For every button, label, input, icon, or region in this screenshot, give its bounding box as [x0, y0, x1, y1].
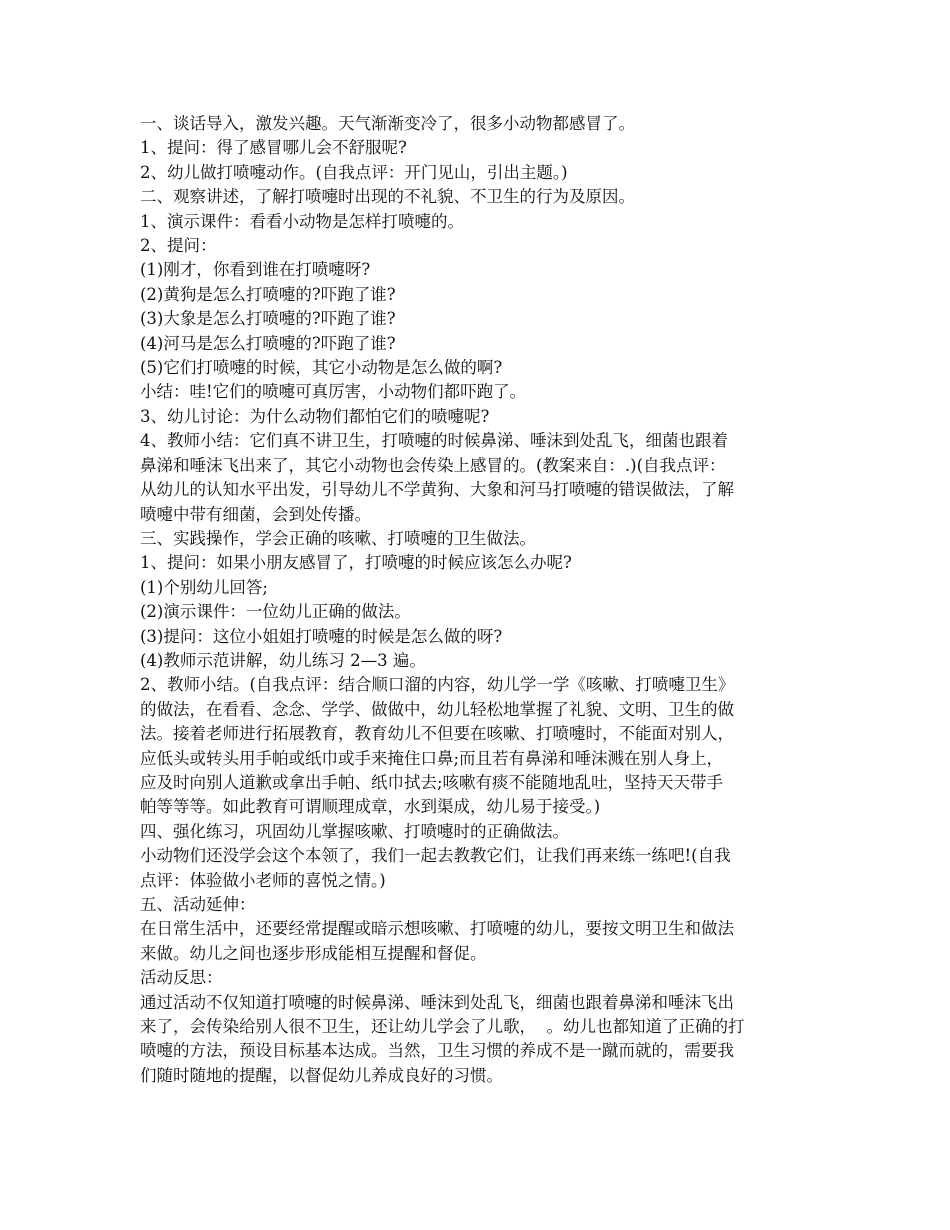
- text-line: 从幼儿的认知水平出发，引导幼儿不学黄狗、大象和河马打喷嚏的错误做法，了解: [140, 480, 734, 500]
- text-line: 活动反思：: [140, 968, 223, 988]
- text-line: 喷嚏的方法，预设目标基本达成。当然，卫生习惯的养成不是一蹴而就的，需要我: [140, 1041, 734, 1061]
- text-line: 三、实践操作，学会正确的咳嗽、打喷嚏的卫生做法。: [140, 528, 536, 548]
- text-line: 鼻涕和唾沫飞出来了，其它小动物也会传染上感冒的。(教案来自：.)(自我点评：: [140, 455, 726, 475]
- text-line: 2、幼儿做打喷嚏动作。(自我点评：开门见山，引出主题。): [140, 162, 568, 182]
- text-line: 五、活动延伸：: [140, 895, 256, 914]
- text-line: (4)河马是怎么打喷嚏的?吓跑了谁?: [140, 333, 396, 353]
- text-line: 二、观察讲述，了解打喷嚏时出现的不礼貌、不卫生的行为及原因。: [140, 187, 635, 207]
- text-line: 通过活动不仅知道打喷嚏的时候鼻涕、唾沫到处乱飞，细菌也跟着鼻涕和唾沫飞出: [140, 992, 734, 1012]
- text-line: 来做。幼儿之间也逐步形成能相互提醒和督促。: [140, 943, 487, 963]
- text-line: 们随时随地的提醒，以督促幼儿养成良好的习惯。: [140, 1065, 503, 1085]
- text-line: 一、谈话导入，激发兴趣。天气渐渐变冷了，很多小动物都感冒了。: [140, 114, 635, 133]
- text-line: 1、提问：如果小朋友感冒了，打喷嚏的时候应该怎么办呢?: [140, 553, 572, 573]
- text-line: (2)黄狗是怎么打喷嚏的?吓跑了谁?: [140, 284, 396, 304]
- text-line: 点评：体验做小老师的喜悦之情。): [140, 870, 386, 890]
- text-line: (2)演示课件：一位幼儿正确的做法。: [140, 602, 411, 622]
- text-line: 的做法，在看看、念念、学学、做做中，幼儿轻松地掌握了礼貌、文明、卫生的做: [140, 699, 734, 719]
- text-line: (1)个别幼儿回答;: [140, 577, 268, 597]
- text-line: 喷嚏中带有细菌，会到处传播。: [140, 504, 371, 524]
- text-line: 法。接着老师进行拓展教育，教育幼儿不但要在咳嗽、打喷嚏时，不能面对别人，: [140, 724, 734, 744]
- text-line: (3)提问：这位小姐姐打喷嚏的时候是怎么做的呀?: [140, 626, 503, 646]
- text-line: 1、演示课件：看看小动物是怎样打喷嚏的。: [140, 211, 464, 231]
- text-line: 1、提问：得了感冒哪儿会不舒服呢?: [140, 138, 407, 158]
- text-line: (3)大象是怎么打喷嚏的?吓跑了谁?: [140, 309, 396, 329]
- text-line: 在日常生活中，还要经常提醒或暗示想咳嗽、打喷嚏的幼儿，要按文明卫生和做法: [140, 919, 734, 939]
- text-line: 应及时向别人道歉或拿出手帕、纸巾拭去;咳嗽有痰不能随地乱吐，坚持天天带手: [140, 772, 724, 792]
- text-line: (1)刚才，你看到谁在打喷嚏呀?: [140, 260, 371, 280]
- text-line: 3、幼儿讨论：为什么动物们都怕它们的喷嚏呢?: [140, 406, 490, 426]
- text-line: 帕等等等。如此教育可谓顺理成章，水到渠成，幼儿易于接受。): [140, 797, 601, 817]
- text-line: 2、提问：: [140, 236, 217, 256]
- text-line: 来了，会传染给别人很不卫生，还让幼儿学会了儿歌， 。幼儿也都知道了正确的打: [140, 1017, 745, 1037]
- text-line: 小动物们还没学会这个本领了，我们一起去教教它们，让我们再来练一练吧!(自我: [140, 846, 731, 866]
- text-line: 4、教师小结：它们真不讲卫生，打喷嚏的时候鼻涕、唾沫到处乱飞，细菌也跟着: [140, 431, 728, 451]
- text-line: (5)它们打喷嚏的时候，其它小动物是怎么做的啊?: [140, 358, 503, 378]
- text-line: 小结：哇!它们的喷嚏可真厉害，小动物们都吓跑了。: [140, 382, 527, 402]
- text-line: 四、强化练习，巩固幼儿掌握咳嗽、打喷嚏时的正确做法。: [140, 821, 569, 841]
- document-body: [140, 112, 820, 1088]
- text-line: 应低头或转头用手帕或纸巾或手来掩住口鼻;而且若有鼻涕和唾沫溅在别人身上，: [140, 748, 724, 768]
- text-line: 2、教师小结。(自我点评：结合顺口溜的内容，幼儿学一学《咳嗽、打喷嚏卫生》: [140, 675, 735, 695]
- text-line: (4)教师示范讲解，幼儿练习 2—3 遍。: [140, 650, 426, 670]
